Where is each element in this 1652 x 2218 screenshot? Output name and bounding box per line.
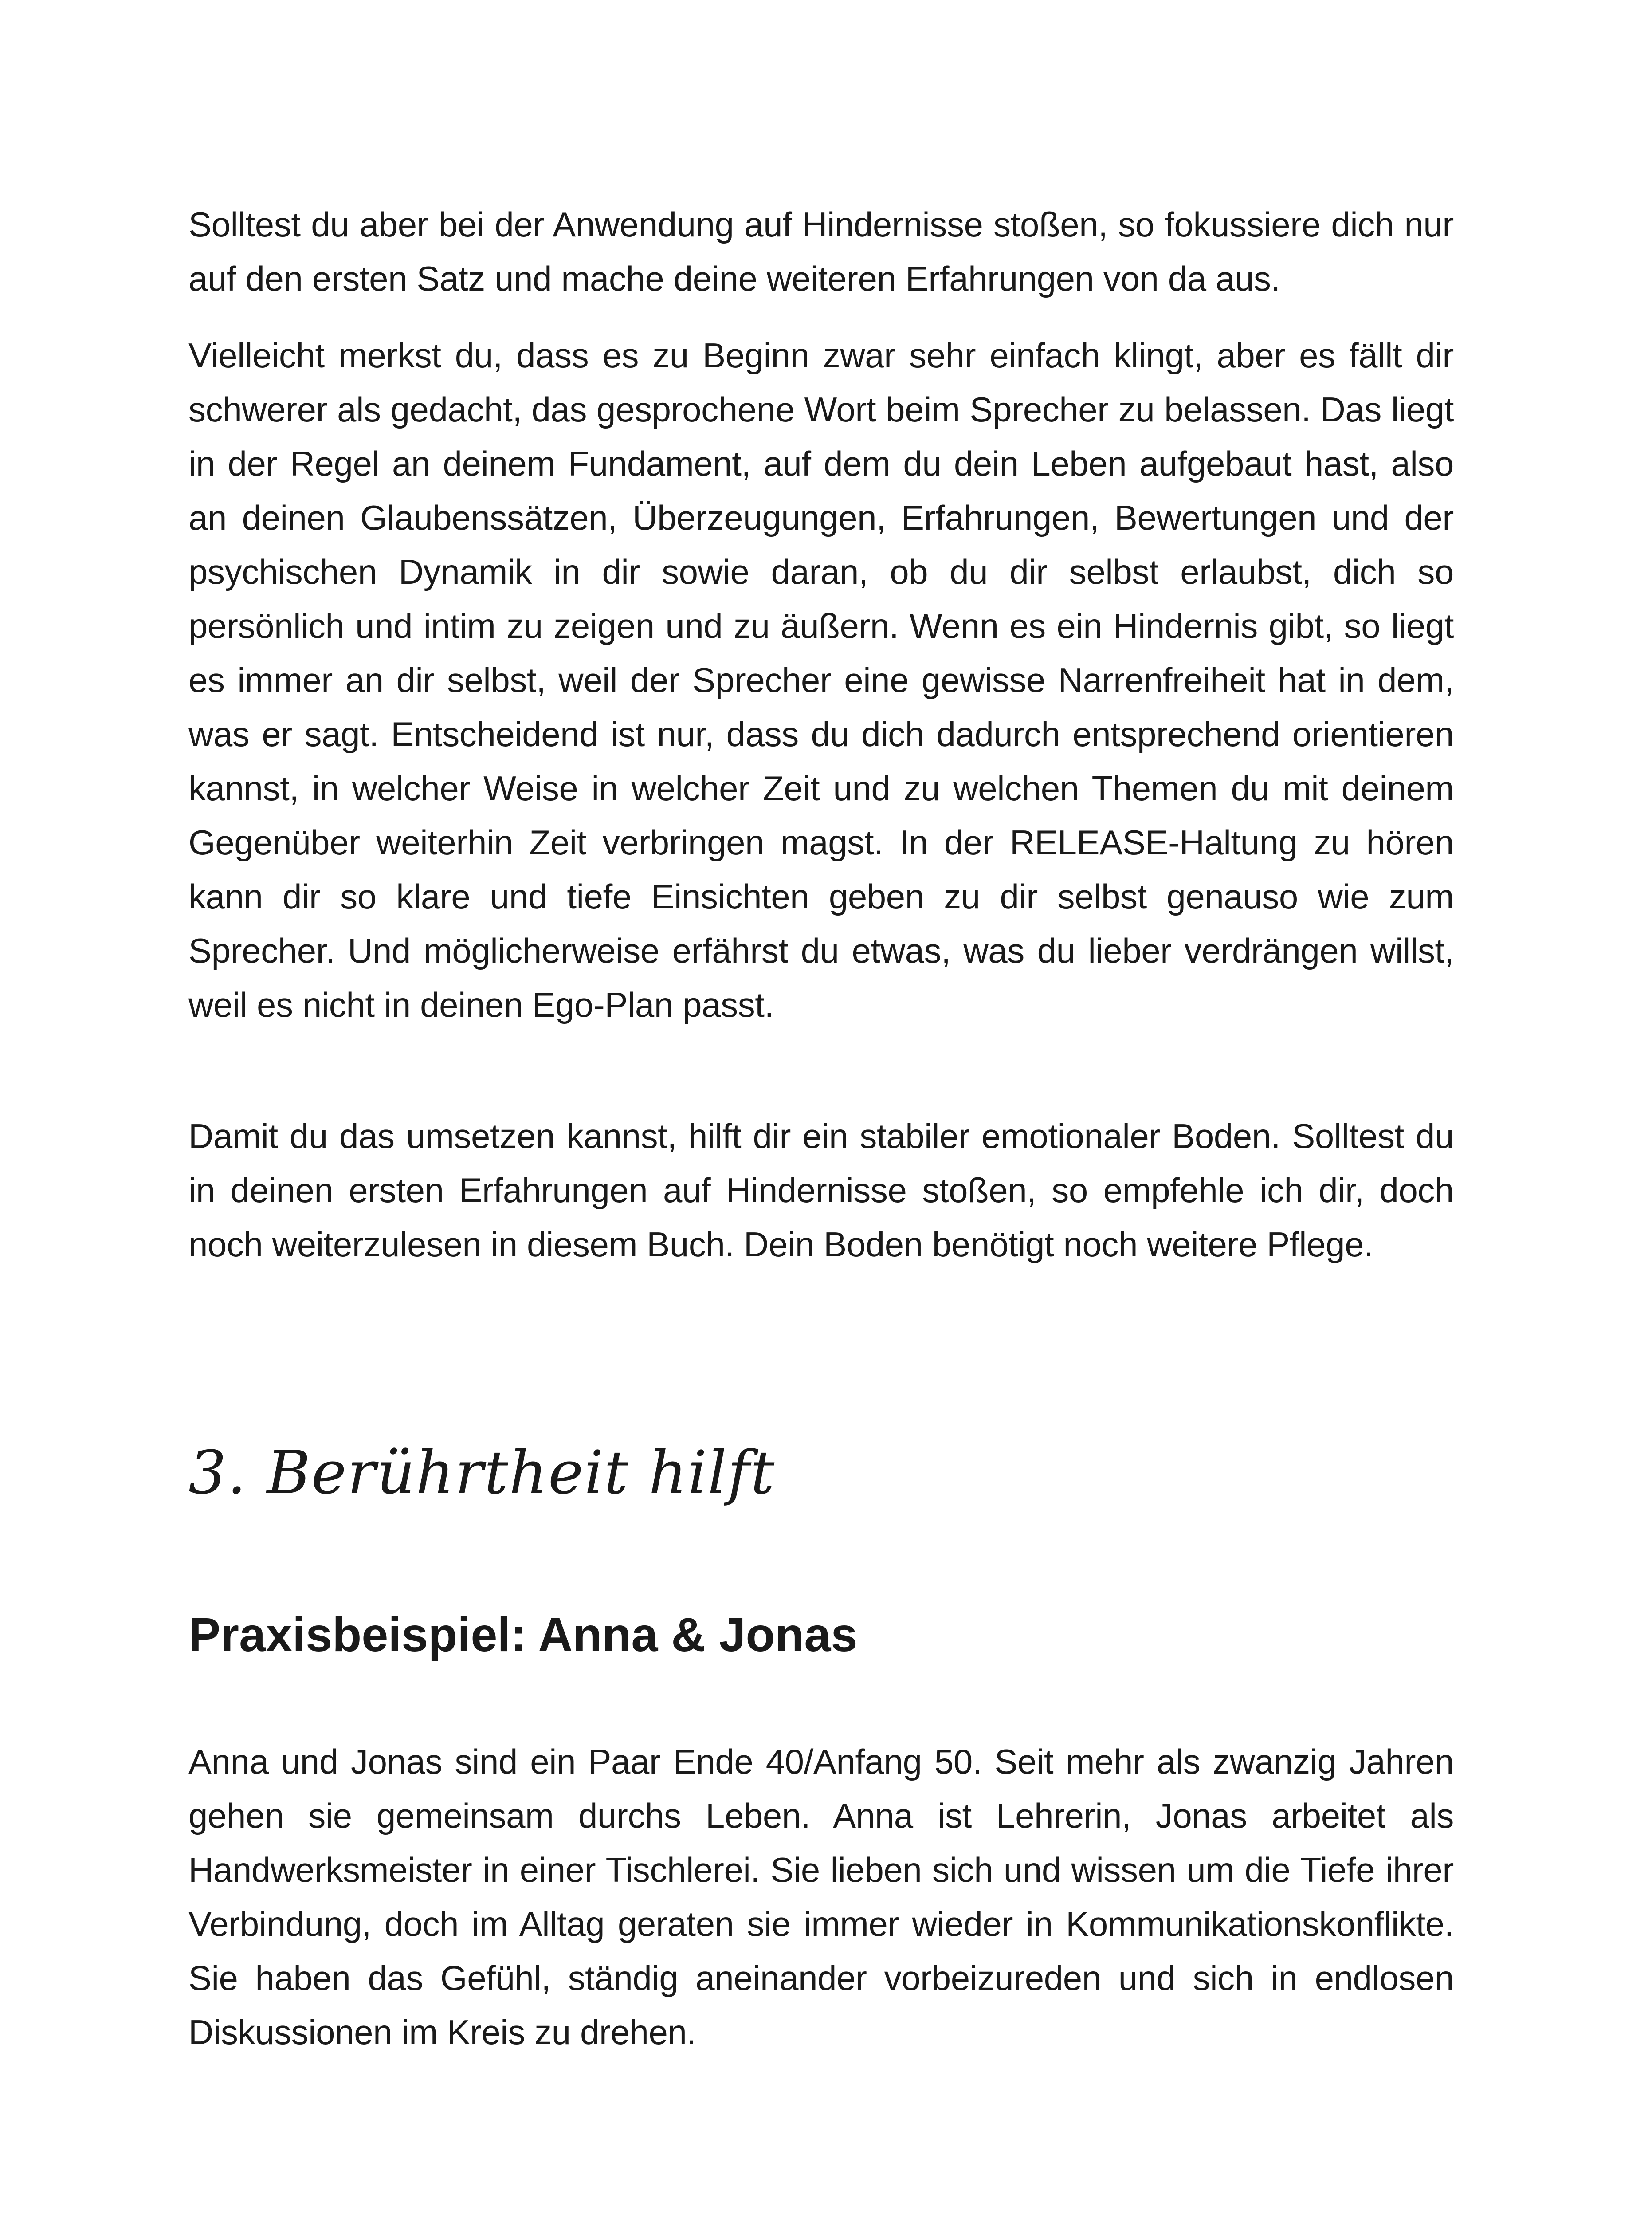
body-paragraph: Damit du das umsetzen kannst, hilft dir ein stabiler emotionaler Boden. Solltest du in deinen ersten Erfahrungen auf Hindernisse stoßen, so empfehle ich dir, doch noch weiterzulesen in diesem Buch. Dein Boden benötigt noch weitere Pflege. [188,1117,1454,1264]
chapter-heading: 3. Berührtheit hilft [188,1438,776,1507]
body-paragraph: Anna und Jonas sind ein Paar Ende 40/Anfang 50. Seit mehr als zwanzig Jahren gehen sie gemeinsam durchs Leben. Anna ist Lehrerin, Jonas arbeitet als Handwerksmeister in einer Tischlerei. Sie lieben sich und wissen um die Tiefe ihrer Verbindung, doch im Alltag geraten sie immer wieder in Kommunikationskonflikte. Sie haben das Gefühl, ständig aneinander vorbeizureden und sich in endlosen Diskussionen im Kreis zu drehen. [188,1742,1454,2052]
body-paragraph: Solltest du aber bei der Anwendung auf Hindernisse stoßen, so fokussiere dich nur auf den ersten Satz und mache deine weiteren Erfahrungen von da aus. [188,205,1454,298]
body-paragraph: Vielleicht merkst du, dass es zu Beginn zwar sehr einfach klingt, aber es fällt dir schwerer als gedacht, das gesprochene Wort beim Sprecher zu belassen. Das liegt in der Regel an deinem Fundament, auf dem du dein Leben aufgebaut hast, also an deinen Glaubenssätzen, Überzeugungen, Erfahrungen, Bewertungen und der psychischen Dynamik in dir sowie daran, ob du dir selbst erlaubst, dich so persönlich und intim zu zeigen und zu äußern. Wenn es ein Hindernis gibt, so liegt es immer an dir selbst, weil der Sprecher eine gewisse Narrenfreiheit hat in dem, was er sagt. Entscheidend ist nur, dass du dich dadurch entsprechend orientieren kannst, in welcher Weise in welcher Zeit und zu welchen Themen du mit deinem Gegenüber weiterhin Zeit verbringen magst. In der RELEASE-Haltung zu hören kann dir so klare und tiefe Einsichten geben zu dir selbst genauso wie zum Sprecher. Und möglicherweise erfährst du etwas, was du lieber verdrängen willst, weil es nicht in deinen Ego-Plan passt. [188,336,1454,1024]
section-heading: Praxisbeispiel: Anna & Jonas [188,1608,858,1661]
